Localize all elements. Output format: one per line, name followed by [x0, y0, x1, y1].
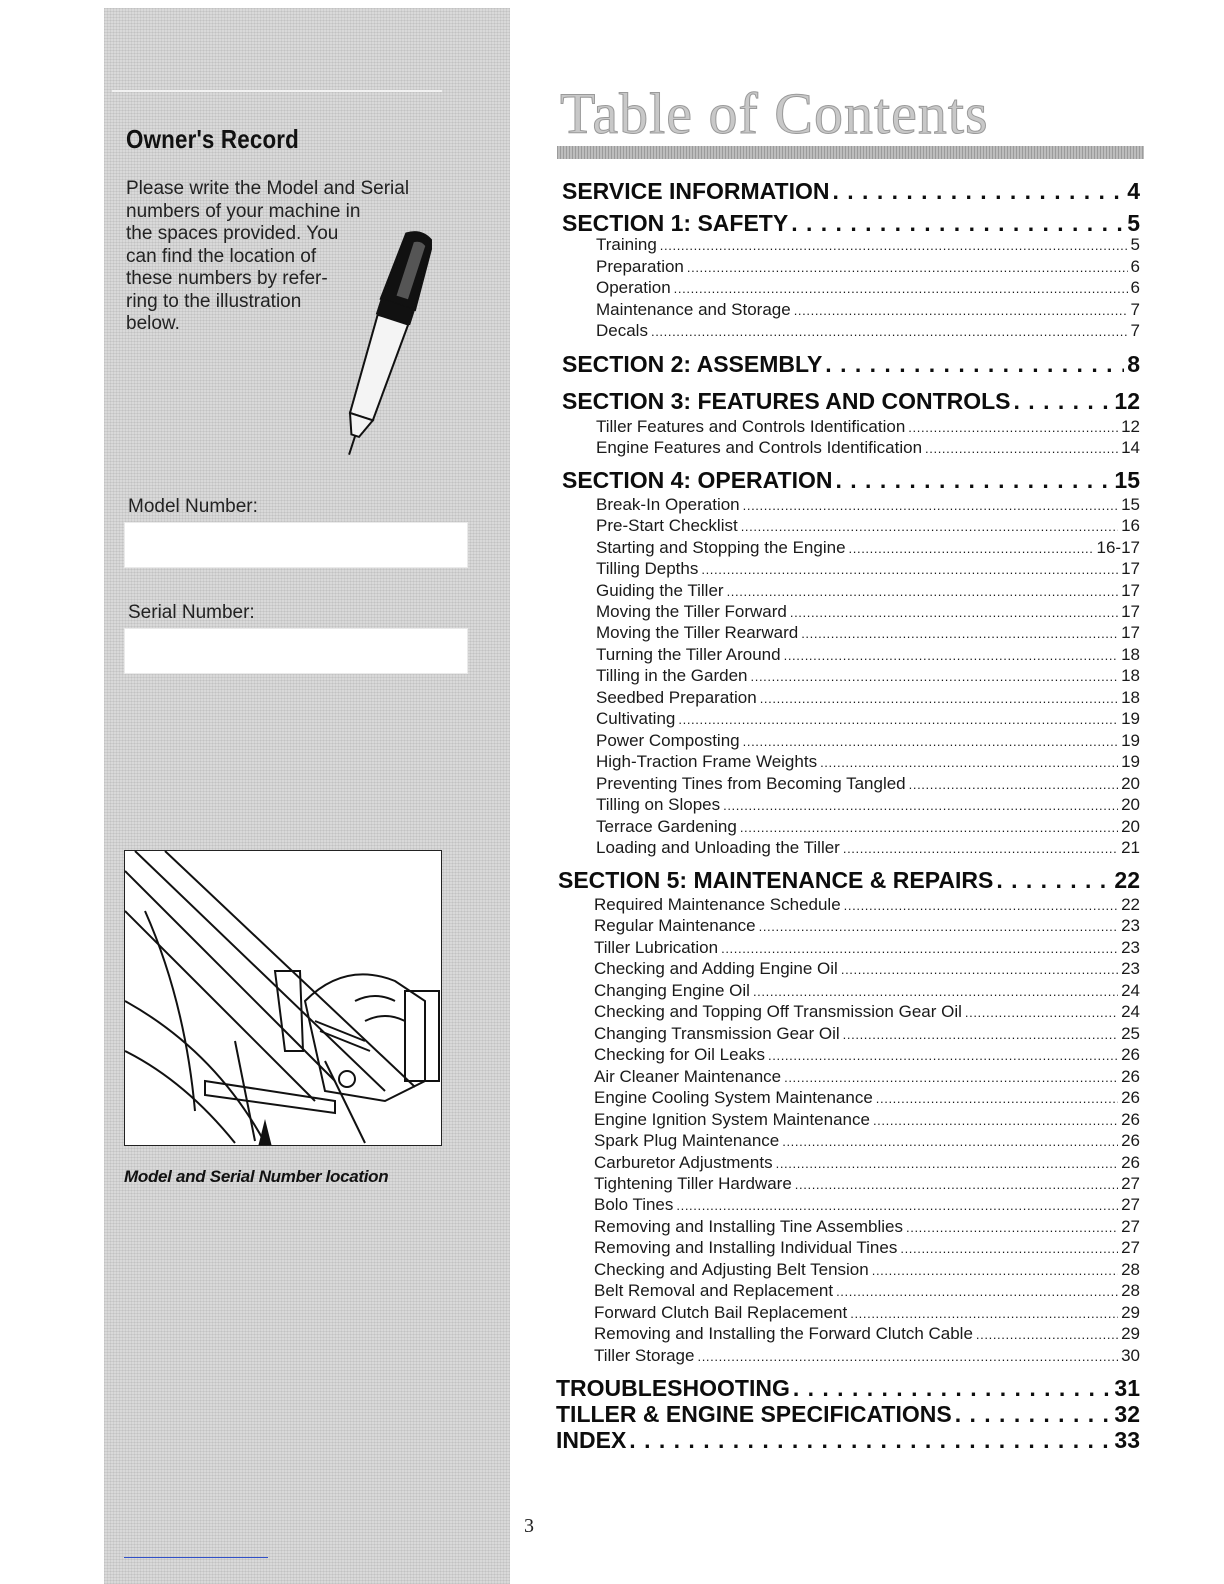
toc-subsection-entry[interactable] [596, 752, 1140, 772]
toc-subsection-entry[interactable] [594, 1045, 1140, 1065]
toc-entry-label: Tiller Storage [594, 1346, 695, 1365]
toc-leader-dots [651, 324, 1128, 339]
toc-entry-label: Changing Transmission Gear Oil [594, 1024, 840, 1043]
toc-entry-page: 23 [1121, 938, 1140, 957]
toc-entry-label: Belt Removal and Replacement [594, 1281, 834, 1300]
toc-entry-label: Air Cleaner Maintenance [594, 1067, 782, 1086]
toc-entry-label: Tiller Features and Controls Identification [596, 417, 906, 436]
toc-leader-dots [759, 919, 1118, 934]
toc-entry-page: 30 [1121, 1346, 1140, 1365]
divider [112, 90, 442, 92]
toc-entry-label: Checking and Topping Off Transmission Gear Oil [594, 1002, 962, 1021]
toc-entry-page: 4 [1127, 178, 1140, 204]
toc-entry-label: Checking for Oil Leaks [594, 1045, 766, 1064]
toc-subsection-entry[interactable] [594, 1067, 1140, 1087]
toc-section-entry[interactable] [558, 867, 1140, 894]
toc-entry-label: Tilling Depths [596, 559, 699, 578]
toc-entry-page: 26 [1121, 1131, 1140, 1150]
toc-subsection-entry[interactable] [596, 623, 1140, 643]
toc-entry-page: 17 [1121, 602, 1140, 621]
toc-section-entry[interactable] [562, 210, 1140, 237]
toc-subsection-entry[interactable] [594, 1153, 1140, 1173]
toc-entry-label: Moving the Tiller Rearward [596, 623, 799, 642]
toc-entry-label: High-Traction Frame Weights [596, 752, 818, 771]
toc-entry-page: 22 [1114, 867, 1140, 893]
toc-entry-page: 12 [1121, 417, 1140, 436]
toc-subsection-entry[interactable] [596, 645, 1140, 665]
toc-entry-page: 12 [1114, 388, 1140, 414]
toc-section-entry[interactable] [562, 467, 1140, 494]
toc-entry-label: Tiller Lubrication [594, 938, 719, 957]
toc-leader-dots [701, 562, 1118, 577]
toc-section-entry[interactable] [562, 351, 1140, 378]
toc-entry-label: Decals [596, 321, 648, 340]
model-number-label: Model Number: [128, 496, 258, 517]
toc-entry-page: 19 [1121, 731, 1140, 750]
toc-entry-label: Removing and Installing Tine Assemblies [594, 1217, 903, 1236]
illustration-caption: Model and Serial Number location [124, 1167, 389, 1186]
toc-subsection-entry[interactable] [596, 538, 1140, 558]
toc-entry-page: 31 [1114, 1375, 1140, 1401]
toc-leader-dots [872, 1263, 1118, 1278]
toc-entry-page: 28 [1121, 1260, 1140, 1279]
toc-entry-page: 33 [1114, 1427, 1140, 1453]
toc-entry-label: Preventing Tines from Becoming Tangled [596, 774, 906, 793]
toc-subsection-entry[interactable] [594, 1002, 1140, 1022]
toc-entry-label: Pre-Start Checklist [596, 516, 738, 535]
serial-number-field[interactable] [124, 628, 468, 674]
toc-entry-page: 27 [1121, 1217, 1140, 1236]
toc-subsection-entry[interactable] [596, 559, 1140, 579]
model-number-field[interactable] [124, 522, 468, 568]
toc-entry-label: Power Composting [596, 731, 740, 750]
serial-number-label: Serial Number: [128, 602, 255, 623]
owners-record-title: Owner's Record [126, 124, 299, 154]
toc-section-entry[interactable] [556, 1375, 1140, 1402]
toc-leader-dots [687, 260, 1128, 275]
toc-subsection-entry[interactable] [594, 1195, 1140, 1215]
toc-leader-dots [743, 498, 1118, 513]
title-bar [557, 146, 1144, 159]
toc-subsection-entry[interactable] [596, 581, 1140, 601]
toc-subsection-entry[interactable] [594, 1174, 1140, 1194]
toc-entry-label: Break-In Operation [596, 495, 740, 514]
toc-entry-page: 6 [1130, 278, 1140, 297]
toc-entry-page: 22 [1121, 895, 1140, 914]
toc-leader-dots [741, 519, 1118, 534]
toc-subsection-entry[interactable] [596, 666, 1140, 686]
toc-subsection-entry[interactable] [596, 417, 1140, 437]
toc-leader-dots [843, 841, 1118, 856]
toc-subsection-entry[interactable] [596, 300, 1140, 320]
pen-icon [322, 222, 432, 470]
toc-entry-page: 8 [1127, 351, 1140, 377]
toc-entry-label: Moving the Tiller Forward [596, 602, 787, 621]
toc-entry-label: TROUBLESHOOTING [556, 1375, 790, 1401]
toc-leader-dots [776, 1156, 1118, 1171]
toc-subsection-entry[interactable] [594, 1303, 1140, 1323]
toc-subsection-entry[interactable] [594, 1260, 1140, 1280]
toc-entry-page: 26 [1121, 1045, 1140, 1064]
toc-leader-dots [723, 798, 1118, 813]
toc-section-entry[interactable] [562, 178, 1140, 205]
toc-subsection-entry[interactable] [594, 1324, 1140, 1344]
toc-leader-dots [801, 626, 1118, 641]
toc-leader-dots [844, 898, 1118, 913]
toc-subsection-entry[interactable] [596, 438, 1140, 458]
toc-subsection-entry[interactable] [594, 1131, 1140, 1151]
toc-leader-dots [753, 984, 1118, 999]
toc-entry-label: Spark Plug Maintenance [594, 1131, 780, 1150]
toc-leader-dots [996, 867, 1111, 894]
toc-leader-dots [660, 238, 1128, 253]
toc-leader-dots [697, 1349, 1118, 1364]
toc-entry-page: 29 [1121, 1303, 1140, 1322]
toc-leader-dots [790, 605, 1118, 620]
page-title: Table of Contents [560, 81, 989, 146]
toc-entry-page: 18 [1121, 666, 1140, 685]
toc-leader-dots [784, 648, 1118, 663]
toc-leader-dots [833, 178, 1125, 205]
toc-leader-dots [794, 303, 1128, 318]
toc-leader-dots [791, 210, 1124, 237]
toc-leader-dots [727, 584, 1119, 599]
toc-entry-page: 6 [1130, 257, 1140, 276]
toc-entry-page: 27 [1121, 1174, 1140, 1193]
toc-subsection-entry[interactable] [596, 688, 1140, 708]
toc-entry-page: 7 [1130, 300, 1140, 319]
toc-entry-page: 18 [1121, 688, 1140, 707]
divider [124, 1557, 268, 1558]
toc-entry-page: 16 [1121, 516, 1140, 535]
toc-leader-dots [955, 1401, 1112, 1428]
toc-subsection-entry[interactable] [594, 938, 1140, 958]
toc-entry-page: 25 [1121, 1024, 1140, 1043]
toc-entry-label: Operation [596, 278, 671, 297]
toc-entry-label: TILLER & ENGINE SPECIFICATIONS [556, 1401, 952, 1427]
toc-leader-dots [873, 1113, 1118, 1128]
toc-entry-label: Preparation [596, 257, 684, 276]
toc-entry-page: 27 [1121, 1195, 1140, 1214]
toc-leader-dots [825, 351, 1124, 378]
toc-entry-label: Forward Clutch Bail Replacement [594, 1303, 848, 1322]
toc-entry-page: 15 [1121, 495, 1140, 514]
toc-entry-label: SECTION 1: SAFETY [562, 210, 789, 236]
toc-subsection-entry[interactable] [594, 895, 1140, 915]
toc-leader-dots [820, 755, 1118, 770]
toc-leader-dots [836, 467, 1112, 494]
toc-leader-dots [909, 777, 1118, 792]
toc-entry-page: 26 [1121, 1110, 1140, 1129]
toc-entry-page: 27 [1121, 1238, 1140, 1257]
toc-subsection-entry[interactable] [596, 235, 1140, 255]
toc-entry-page: 23 [1121, 916, 1140, 935]
toc-leader-dots [908, 420, 1118, 435]
toc-leader-dots [678, 712, 1118, 727]
toc-subsection-entry[interactable] [594, 1217, 1140, 1237]
toc-entry-label: Regular Maintenance [594, 916, 756, 935]
toc-subsection-entry[interactable] [596, 257, 1140, 277]
toc-entry-label: Terrace Gardening [596, 817, 737, 836]
toc-entry-label: Turning the Tiller Around [596, 645, 781, 664]
toc-leader-dots [760, 691, 1118, 706]
toc-leader-dots [900, 1241, 1118, 1256]
toc-entry-label: Starting and Stopping the Engine [596, 538, 846, 557]
toc-leader-dots [740, 820, 1118, 835]
owners-record-instructions: Please write the Model and Serial numbers of your machine in the spaces provided. You can find the location of these numbers by refer- ring to the illustration below. [126, 178, 410, 334]
toc-entry-page: 5 [1130, 235, 1140, 254]
toc-entry-label: Carburetor Adjustments [594, 1153, 773, 1172]
toc-entry-page: 23 [1121, 959, 1140, 978]
toc-entry-page: 19 [1121, 709, 1140, 728]
toc-entry-page: 15 [1114, 467, 1140, 493]
toc-entry-label: SECTION 3: FEATURES AND CONTROLS [562, 388, 1011, 414]
toc-leader-dots [965, 1005, 1118, 1020]
toc-entry-label: Required Maintenance Schedule [594, 895, 841, 914]
toc-entry-page: 32 [1114, 1401, 1140, 1427]
page-number: 3 [524, 1515, 534, 1537]
toc-entry-label: Seedbed Preparation [596, 688, 757, 707]
toc-entry-label: SECTION 5: MAINTENANCE & REPAIRS [558, 867, 994, 893]
toc-subsection-entry[interactable] [596, 838, 1140, 858]
toc-entry-page: 24 [1121, 1002, 1140, 1021]
toc-entry-label: SECTION 2: ASSEMBLY [562, 351, 823, 377]
toc-entry-label: Removing and Installing Individual Tines [594, 1238, 898, 1257]
toc-section-entry[interactable] [562, 388, 1140, 415]
toc-subsection-entry[interactable] [596, 709, 1140, 729]
toc-entry-page: 19 [1121, 752, 1140, 771]
toc-subsection-entry[interactable] [594, 1281, 1140, 1301]
toc-leader-dots [836, 1284, 1118, 1299]
toc-entry-label: Changing Engine Oil [594, 981, 750, 1000]
toc-leader-dots [976, 1327, 1118, 1342]
toc-leader-dots [782, 1134, 1118, 1149]
toc-leader-dots [721, 941, 1118, 956]
toc-entry-label: Training [596, 235, 657, 254]
toc-entry-page: 17 [1121, 559, 1140, 578]
toc-entry-label: Tightening Tiller Hardware [594, 1174, 792, 1193]
toc-entry-page: 24 [1121, 981, 1140, 1000]
toc-leader-dots [751, 669, 1119, 684]
toc-subsection-entry[interactable] [596, 795, 1140, 815]
toc-leader-dots [841, 962, 1118, 977]
toc-entry-page: 21 [1121, 838, 1140, 857]
toc-section-entry[interactable] [556, 1427, 1140, 1454]
toc-entry-label: Engine Features and Controls Identification [596, 438, 923, 457]
toc-entry-page: 26 [1121, 1153, 1140, 1172]
toc-subsection-entry[interactable] [594, 916, 1140, 936]
toc-entry-label: Cultivating [596, 709, 676, 728]
toc-subsection-entry[interactable] [596, 817, 1140, 837]
toc-entry-page: 20 [1121, 774, 1140, 793]
toc-entry-page: 16-17 [1096, 538, 1140, 557]
toc-subsection-entry[interactable] [596, 495, 1140, 515]
toc-leader-dots [674, 281, 1128, 296]
toc-leader-dots [676, 1198, 1118, 1213]
toc-entry-label: Guiding the Tiller [596, 581, 724, 600]
toc-subsection-entry[interactable] [596, 321, 1140, 341]
toc-entry-label: SECTION 4: OPERATION [562, 467, 833, 493]
toc-leader-dots [843, 1027, 1118, 1042]
toc-entry-page: 26 [1121, 1088, 1140, 1107]
toc-entry-label: SERVICE INFORMATION [562, 178, 830, 204]
toc-leader-dots [743, 734, 1118, 749]
toc-leader-dots [768, 1048, 1118, 1063]
toc-entry-page: 17 [1121, 623, 1140, 642]
toc-subsection-entry[interactable] [596, 774, 1140, 794]
toc-entry-label: Removing and Installing the Forward Clutch Cable [594, 1324, 973, 1343]
toc-subsection-entry[interactable] [594, 1346, 1140, 1366]
toc-entry-label: Tilling in the Garden [596, 666, 748, 685]
toc-entry-page: 20 [1121, 817, 1140, 836]
toc-subsection-entry[interactable] [596, 731, 1140, 751]
toc-entry-label: Engine Cooling System Maintenance [594, 1088, 873, 1107]
toc-leader-dots [1014, 388, 1112, 415]
toc-leader-dots [906, 1220, 1118, 1235]
toc-subsection-entry[interactable] [594, 1110, 1140, 1130]
toc-entry-page: 26 [1121, 1067, 1140, 1086]
toc-leader-dots [850, 1306, 1118, 1321]
toc-entry-label: Checking and Adding Engine Oil [594, 959, 838, 978]
toc-subsection-entry[interactable] [596, 278, 1140, 298]
toc-leader-dots [793, 1375, 1112, 1402]
toc-subsection-entry[interactable] [594, 1024, 1140, 1044]
toc-entry-page: 14 [1121, 438, 1140, 457]
toc-entry-page: 7 [1130, 321, 1140, 340]
toc-leader-dots [629, 1427, 1111, 1454]
toc-entry-label: INDEX [556, 1427, 627, 1453]
toc-subsection-entry[interactable] [594, 959, 1140, 979]
toc-entry-label: Bolo Tines [594, 1195, 674, 1214]
toc-entry-page: 18 [1121, 645, 1140, 664]
toc-leader-dots [795, 1177, 1118, 1192]
toc-leader-dots [849, 541, 1094, 556]
toc-leader-dots [876, 1091, 1118, 1106]
toc-subsection-entry[interactable] [596, 516, 1140, 536]
tiller-illustration [124, 850, 442, 1146]
toc-entry-label: Maintenance and Storage [596, 300, 791, 319]
toc-entry-page: 20 [1121, 795, 1140, 814]
toc-subsection-entry[interactable] [596, 602, 1140, 622]
toc-subsection-entry[interactable] [594, 1088, 1140, 1108]
toc-entry-page: 29 [1121, 1324, 1140, 1343]
toc-entry-label: Checking and Adjusting Belt Tension [594, 1260, 869, 1279]
toc-entry-page: 28 [1121, 1281, 1140, 1300]
toc-entry-label: Engine Ignition System Maintenance [594, 1110, 870, 1129]
toc-section-entry[interactable] [556, 1401, 1140, 1428]
toc-subsection-entry[interactable] [594, 981, 1140, 1001]
toc-entry-label: Tilling on Slopes [596, 795, 721, 814]
toc-entry-label: Loading and Unloading the Tiller [596, 838, 840, 857]
toc-entry-page: 5 [1127, 210, 1140, 236]
toc-subsection-entry[interactable] [594, 1238, 1140, 1258]
toc-leader-dots [925, 441, 1118, 456]
toc-entry-page: 17 [1121, 581, 1140, 600]
toc-leader-dots [784, 1070, 1118, 1085]
